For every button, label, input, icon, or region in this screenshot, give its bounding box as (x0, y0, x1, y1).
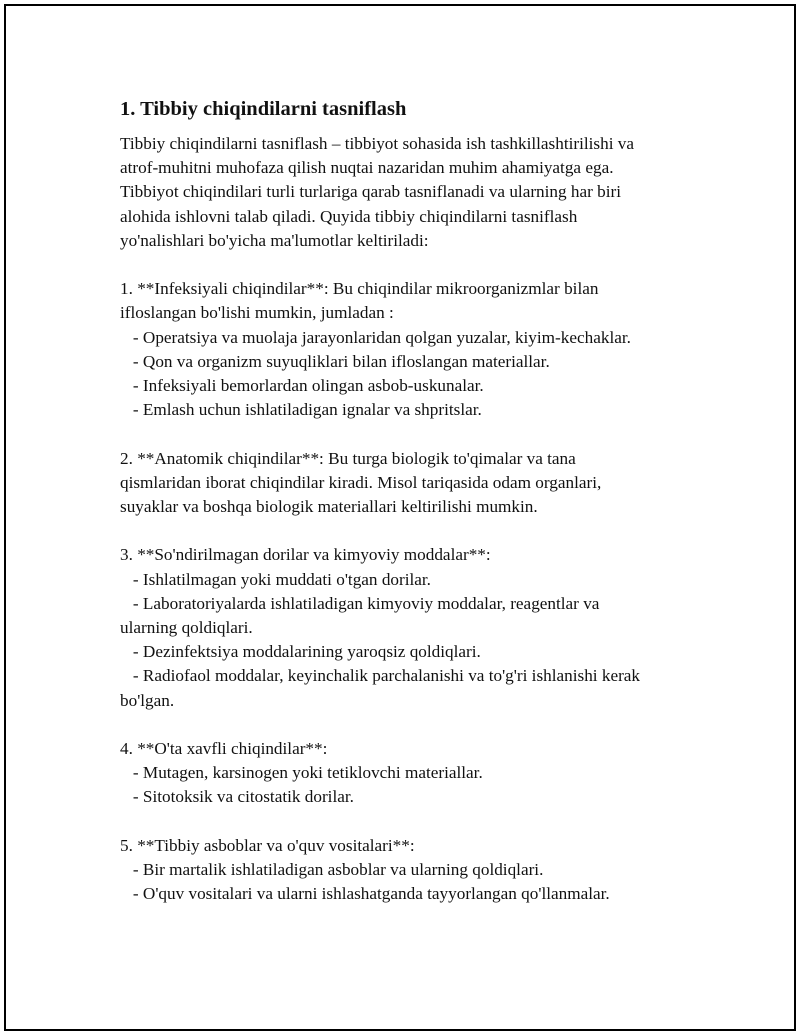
text-line: ifloslangan bo'lishi mumkin, jumladan : (120, 303, 394, 323)
list-item: - Dezinfektsiya moddalarining yaroqsiz qoldiqlari. (120, 642, 481, 662)
list-item: - Laboratoriyalarda ishlatiladigan kimyoviy moddalar, reagentlar va (120, 593, 600, 613)
list-item: - Ishlatilmagan yoki muddati o'tgan dorilar. (120, 569, 431, 589)
text-line: Tibbiyot chiqindilari turli turlariga qarab tasniflanadi va ularning har biri (120, 182, 622, 202)
document-page (4, 4, 796, 1031)
category-title: 3. **So'ndirilmagan dorilar va kimyoviy moddalar**: (120, 545, 491, 565)
category-infectious (120, 277, 700, 422)
list-item: - O'quv vositalari va ularni ishlashatganda tayyorlangan qo'llanmalar. (120, 884, 610, 904)
list-item: - Infeksiyali bemorlardan olingan asbob-uskunalar. (120, 376, 484, 396)
text-line: ularning qoldiqlari. (120, 618, 253, 638)
text-line: bo'lgan. (120, 690, 175, 710)
list-item: - Bir martalik ishlatiladigan asboblar va ularning qoldiqlari. (120, 860, 544, 880)
list-item: - Emlash uchun ishlatiladigan ignalar va shpritslar. (120, 400, 482, 420)
text-line: suyaklar va boshqa biologik materiallari keltirilishi mumkin. (120, 497, 538, 517)
list-item: - Qon va organizm suyuqliklari bilan ifloslangan materiallar. (120, 351, 550, 371)
text-line: yo'nalishlari bo'yicha ma'lumotlar keltiriladi: (120, 230, 429, 250)
text-line: atrof-muhitni muhofaza qilish nuqtai nazaridan muhim ahamiyatga ega. (120, 158, 614, 178)
category-title: 5. **Tibbiy asboblar va o'quv vositalari**: (120, 835, 415, 855)
list-item: - Sitotoksik va citostatik dorilar. (120, 787, 354, 807)
category-instruments (120, 834, 700, 907)
list-item: - Mutagen, karsinogen yoki tetiklovchi materiallar. (120, 763, 483, 783)
category-title: 2. **Anatomik chiqindilar**: Bu turga biologik to'qimalar va tana (120, 448, 576, 468)
intro-paragraph (120, 132, 700, 253)
category-title: 4. **O'ta xavfli chiqindilar**: (120, 739, 328, 759)
list-item: - Operatsiya va muolaja jarayonlaridan qolgan yuzalar, kiyim-kechaklar. (120, 327, 631, 347)
text-line: qismlaridan iborat chiqindilar kiradi. Misol tariqasida odam organlari, (120, 472, 602, 492)
section-heading: 1. Tibbiy chiqindilarni tasniflash (120, 98, 407, 120)
list-item: - Radiofaol moddalar, keyinchalik parchalanishi va to'g'ri ishlanishi kerak (120, 666, 641, 686)
category-hazardous (120, 737, 700, 810)
text-line: Tibbiy chiqindilarni tasniflash – tibbiyot sohasida ish tashkillashtirilishi va (120, 134, 635, 153)
category-anatomical (120, 447, 700, 520)
document-content (120, 94, 700, 931)
category-title: 1. **Infeksiyali chiqindilar**: Bu chiqindilar mikroorganizmlar bilan (120, 279, 599, 299)
category-drugs-chemicals (120, 543, 700, 712)
text-line: alohida ishlovni talab qiladi. Quyida tibbiy chiqindilarni tasniflash (120, 206, 578, 226)
